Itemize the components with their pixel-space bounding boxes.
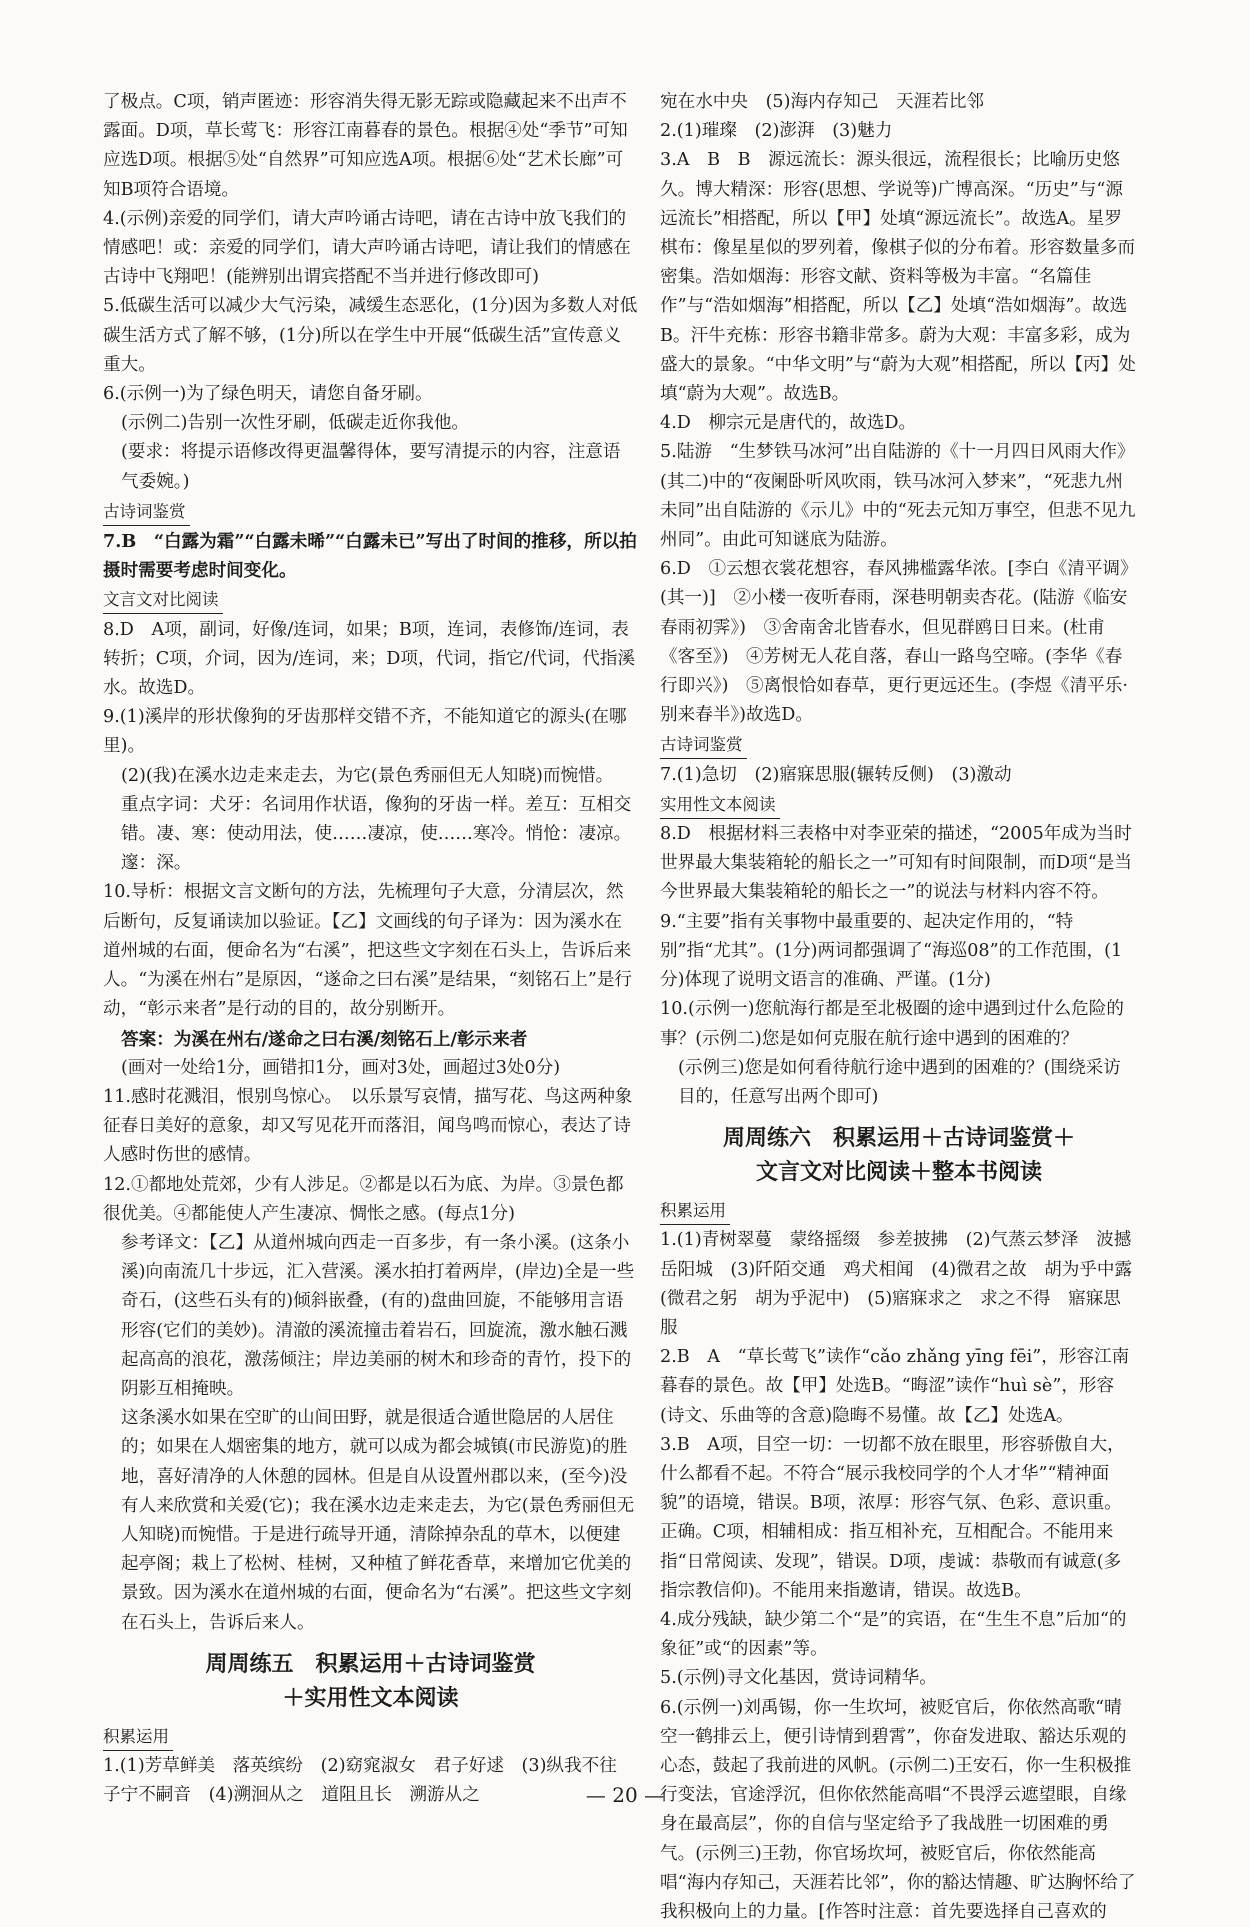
answer-6-example-2: (示例二)告别一次性牙刷，低碳走近你我他。	[121, 413, 470, 434]
weekly-practice-5-title	[103, 1648, 638, 1716]
section-heading-accumulation: 积累运用	[103, 1724, 173, 1751]
reference-translation-cont: 这条溪水如果在空旷的山间田野，就是很适合遁世隐居的人居住的；如果在人烟密集的地方，就可以成为都会城镇(市民游览)的胜地，喜好清净的人休憩的园林。但是自从设置州郡以来，(至今)没有人来欣赏和关爱(它)；我在溪水边走来走去，为它(景色秀丽但无人知晓)而惋惜。于是进行疏导开通，清除掉杂乱的草木，以便建起亭阁；栽上了松树、桂树，又种植了鲜花香草，来增加它优美的景致。因为溪水在道州城的右面，便命名为“右溪”。把这些文字刻在石头上，告诉后来人。	[121, 1408, 635, 1633]
week6-answer-5: 5.(示例)寻文化基因，赏诗词精华。	[660, 1668, 937, 1689]
right-column	[660, 88, 1138, 1927]
week5-answer-3: 3.A B B 源远流长：源头很远，流程很长；比喻历史悠久。博大精深：形容(思想、学说等)广博高深。“历史”与“源远流长”相搭配，所以【甲】处填“源远流长”。故选A。星罗棋布：像星星似的罗列着，像棋子似的分布着。形容数量多而密集。浩如烟海：形容文献、资料等极为丰富。“名篇佳作”与“浩如烟海”相搭配，所以【乙】处填“浩如烟海”。故选B。汗牛充栋：形容书籍非常多。蔚为大观：丰富多彩，成为盛大的景象。“中华文明”与“蔚为大观”相搭配，所以【丙】处填“蔚为大观”。故选B。	[660, 150, 1136, 405]
week5-answer-7: 7.(1)急切 (2)寤寐思服(辗转反侧) (3)激动	[660, 764, 1012, 785]
answer-8: 8.D A项，副词，好像/连词，如果；B项，连词，表修饰/连词，表转折；C项，介词，因为/连词，来；D项，代词，指它/代词，代指溪水。故选D。	[103, 619, 636, 699]
section-heading-poetry: 古诗词鉴赏	[660, 732, 747, 759]
answer-10-scoring: (画对一处给1分，画错扣1分，画对3处，画超过3处0分)	[121, 1057, 561, 1078]
week6-answer-4: 4.成分残缺，缺少第二个“是”的宾语，在“生生不息”后加“的象征”或“的因素”等。	[660, 1609, 1127, 1660]
week5-answer-9: 9.“主要”指有关事物中最重要的、起决定作用的，“特别”指“尤其”。(1分)两词都强调了“海巡08”的工作范围，(1分)体现了说明文语言的准确、严谨。(1分)	[660, 911, 1123, 991]
week5-answer-1: 1.(1)芳草鲜美 落英缤纷 (2)窈窕淑女 君子好逑 (3)纵我不往 子宁不嗣音 (4)溯洄从之 道阻且长 溯游从之	[103, 1755, 635, 1806]
week6-answer-2: 2.B A “草长莺飞”读作“cǎo zhǎng yīng fēi”，形容江南暮春的景色。故【甲】处选B。“晦涩”读作“huì sè”，形容(诗文、乐曲等的含意)隐晦不易懂。故【乙】处选A。	[660, 1347, 1130, 1426]
weekly-practice-5-title-line-1: 周周练五 积累运用＋古诗词鉴赏	[205, 1651, 536, 1677]
section-heading-practical-text: 实用性文本阅读	[660, 792, 780, 819]
section-heading-classical-chinese: 文言文对比阅读	[103, 587, 223, 614]
week5-answer-6: 6.D ①云想衣裳花想容，春风拂槛露华浓。[李白《清平调》(其一)] ②小楼一夜听春雨，深巷明朝卖杏花。(陆游《临安春雨初霁》) ③舍南舍北皆春水，但见群鸥日日来。(杜甫《客至》) ④芳树无人花自落，春山一路鸟空啼。(李华《春行即兴》) ⑤离恨恰如春草，更行更远还生。(李煜《清平乐·别来春半》)故选D。	[660, 559, 1138, 726]
answer-4: 4.(示例)亲爱的同学们，请大声吟诵古诗吧，请在古诗中放飞我们的情感吧！或：亲爱的同学们，请大声吟诵古诗吧，请让我们的情感在古诗中飞翔吧！(能辨别出谓宾搭配不当并进行修改即可)	[103, 208, 631, 288]
answer-6-example-1: 6.(示例一)为了绿色明天，请您自备牙刷。	[103, 384, 433, 405]
answer-9-part-1: 9.(1)溪岸的形状像狗的牙齿那样交错不齐，不能知道它的源头(在哪里)。	[103, 707, 627, 757]
answer-9-part-2: (2)(我)在溪水边走来走去，为它(景色秀丽但无人知晓)而惋惜。	[121, 765, 614, 786]
answer-7: 7.B “白露为霜”“白露未晞”“白露未已”写出了时间的推移，所以拍摄时需要考虑时间变化。	[103, 531, 637, 582]
week5-answer-8: 8.D 根据材料三表格中对李亚荣的描述，“2005年成为当时世界最大集装箱轮的船长之一”可知有时间限制，而D项“是当今世界最大集装箱轮的船长之一”的说法与材料内容不符。	[660, 824, 1132, 903]
section-heading-accumulation: 积累运用	[660, 1198, 730, 1225]
weekly-practice-6-title-line-2: 文言文对比阅读＋整本书阅读	[755, 1160, 1042, 1186]
weekly-practice-6-title	[660, 1122, 1138, 1190]
week5-answer-10-cont: (示例三)您是如何看待航行途中遇到的困难的？(围绕采访目的，任意写出两个即可)	[678, 1057, 1121, 1107]
answer-12: 12.①都地处荒郊，少有人涉足。②都是以石为底、为岸。③景色都很优美。④都能使人产生凄凉、惆怅之感。(每点1分)	[103, 1174, 624, 1224]
answer-5: 5.低碳生活可以减少大气污染，减缓生态恶化，(1分)因为多数人对低碳生活方式了解不够，(1分)所以在学生中开展“低碳生活”宣传意义重大。	[103, 296, 638, 375]
week5-answer-4: 4.D 柳宗元是唐代的，故选D。	[660, 413, 917, 434]
answer-9-key-words: 重点字词：犬牙：名词用作状语，像狗的牙齿一样。差互：互相交错。凄、寒：使动用法，使……凄凉，使……寒冷。悄怆：凄凉。邃：深。	[121, 794, 632, 874]
answer-6-requirement: (要求：将提示语修改得更温馨得体，要写清提示的内容，注意语气委婉。)	[121, 442, 621, 492]
week5-answer-2: 2.(1)璀璨 (2)澎湃 (3)魅力	[660, 121, 893, 142]
weekly-practice-5-title-line-2: ＋实用性文本阅读	[282, 1685, 459, 1711]
answer-paragraph: 了极点。C项，销声匿迹：形容消失得无影无踪或隐藏起来不出声不露面。D项，草长莺飞：形容江南暮春的景色。根据④处“季节”可知应选D项。根据⑤处“自然界”可知应选A项。根据⑥处“艺术长廊”可知B项符合语境。	[103, 92, 628, 200]
week6-answer-3: 3.B A项，目空一切：一切都不放在眼里，形容骄傲自大，什么都看不起。不符合“展示我校同学的个人才华”“精神面貌”的语境，错误。B项，浓厚：形容气氛、色彩、意识重。正确。C项，相辅相成：指互相补充，互相配合。不能用来指“日常阅读、发现”，错误。D项，虔诚：恭敬而有诚意(多指宗教信仰)。不能用来指邀请，错误。故选B。	[660, 1434, 1125, 1601]
left-column	[103, 88, 638, 1810]
weekly-practice-6-title-line-1: 周周练六 积累运用＋古诗词鉴赏＋	[722, 1126, 1075, 1152]
answer-10-analysis: 10.导析：根据文言文断句的方法，先梳理句子大意，分清层次，然后断句，反复诵读加以验证。【乙】文画线的句子译为：因为溪水在道州城的右面，便命名为“右溪”，把这些文字刻在石头上，告诉后来人。“为溪在州右”是原因，“遂命之曰右溪”是结果，“刻铭石上”是行动，“彰示来者”是行动的目的，故分别断开。	[103, 882, 633, 1020]
week5-answer-10: 10.(示例一)您航海行都是至北极圈的途中遇到过什么危险的事？(示例二)您是如何克服在航行途中遇到的困难的？	[660, 999, 1124, 1049]
answer-11: 11.感时花溅泪，恨别鸟惊心。 以乐景写哀情，描写花、鸟这两种象征春日美好的意象，却又写见花开而落泪，闻鸟鸣而惊心，表达了诗人感时伤世的感情。	[103, 1086, 633, 1166]
reference-translation: 参考译文：【乙】从道州城向西走一百多步，有一条小溪。(这条小溪)向南流几十步远，汇入营溪。溪水拍打着两岸，(岸边)全是一些奇石，(这些石头有的)倾斜嵌叠，(有的)盘曲回旋，不能够用言语形容(它们的美妙)。清澈的溪流撞击着岩石，回旋流，激水触石溅起高高的浪花，激荡倾注；岸边美丽的树木和珍奇的青竹，投下的阴影互相掩映。	[121, 1232, 635, 1399]
week6-answer-1: 1.(1)青树翠蔓 蒙络摇缀 参差披拂 (2)气蒸云梦泽 波撼岳阳城 (3)阡陌交通 鸡犬相闻 (4)微君之故 胡为乎中露(微君之躬 胡为乎泥中) (5)寤寐求之 求之不得 寤寐思服	[660, 1230, 1133, 1338]
section-heading-poetry: 古诗词鉴赏	[103, 499, 190, 526]
week5-answer-1-cont: 宛在水中央 (5)海内存知己 天涯若比邻	[660, 92, 985, 112]
answer-10-answer: 答案：为溪在州右/遂命之曰右溪/刻铭石上/彰示来者	[121, 1028, 528, 1050]
week5-answer-5: 5.陆游 “生梦铁马冰河”出自陆游的《十一月四日风雨大作》(其二)中的“夜阑卧听风吹雨，铁马冰河入梦来”，“死悲九州未同”出自陆游的《示儿》中的“死去元知万事空，但悲不见九州同”。由此可知谜底为陆游。	[660, 442, 1136, 551]
page-number: — 20 —	[0, 1783, 1250, 1807]
week6-answer-6: 6.(示例一)刘禹锡，你一生坎坷，被贬官后，你依然高歌“晴空一鹤排云上，便引诗情到碧霄”，你奋发进取、豁达乐观的心态，鼓起了我前进的风帆。(示例二)王安石，你一生积极推行变法，官途浮沉，但你依然能高唱“不畏浮云遮望眼，自缘身在最高层”，你的自信与坚定给予了我战胜一切困难的勇气。(示例三)王勃，你官场坎坷，被贬官后，你依然能高唱“海内存知己，天涯若比邻”，你的豁达情趣、旷达胸怀给了我积极向上的力量。[作答时注意：首先要选择自己喜欢的	[660, 1697, 1136, 1922]
